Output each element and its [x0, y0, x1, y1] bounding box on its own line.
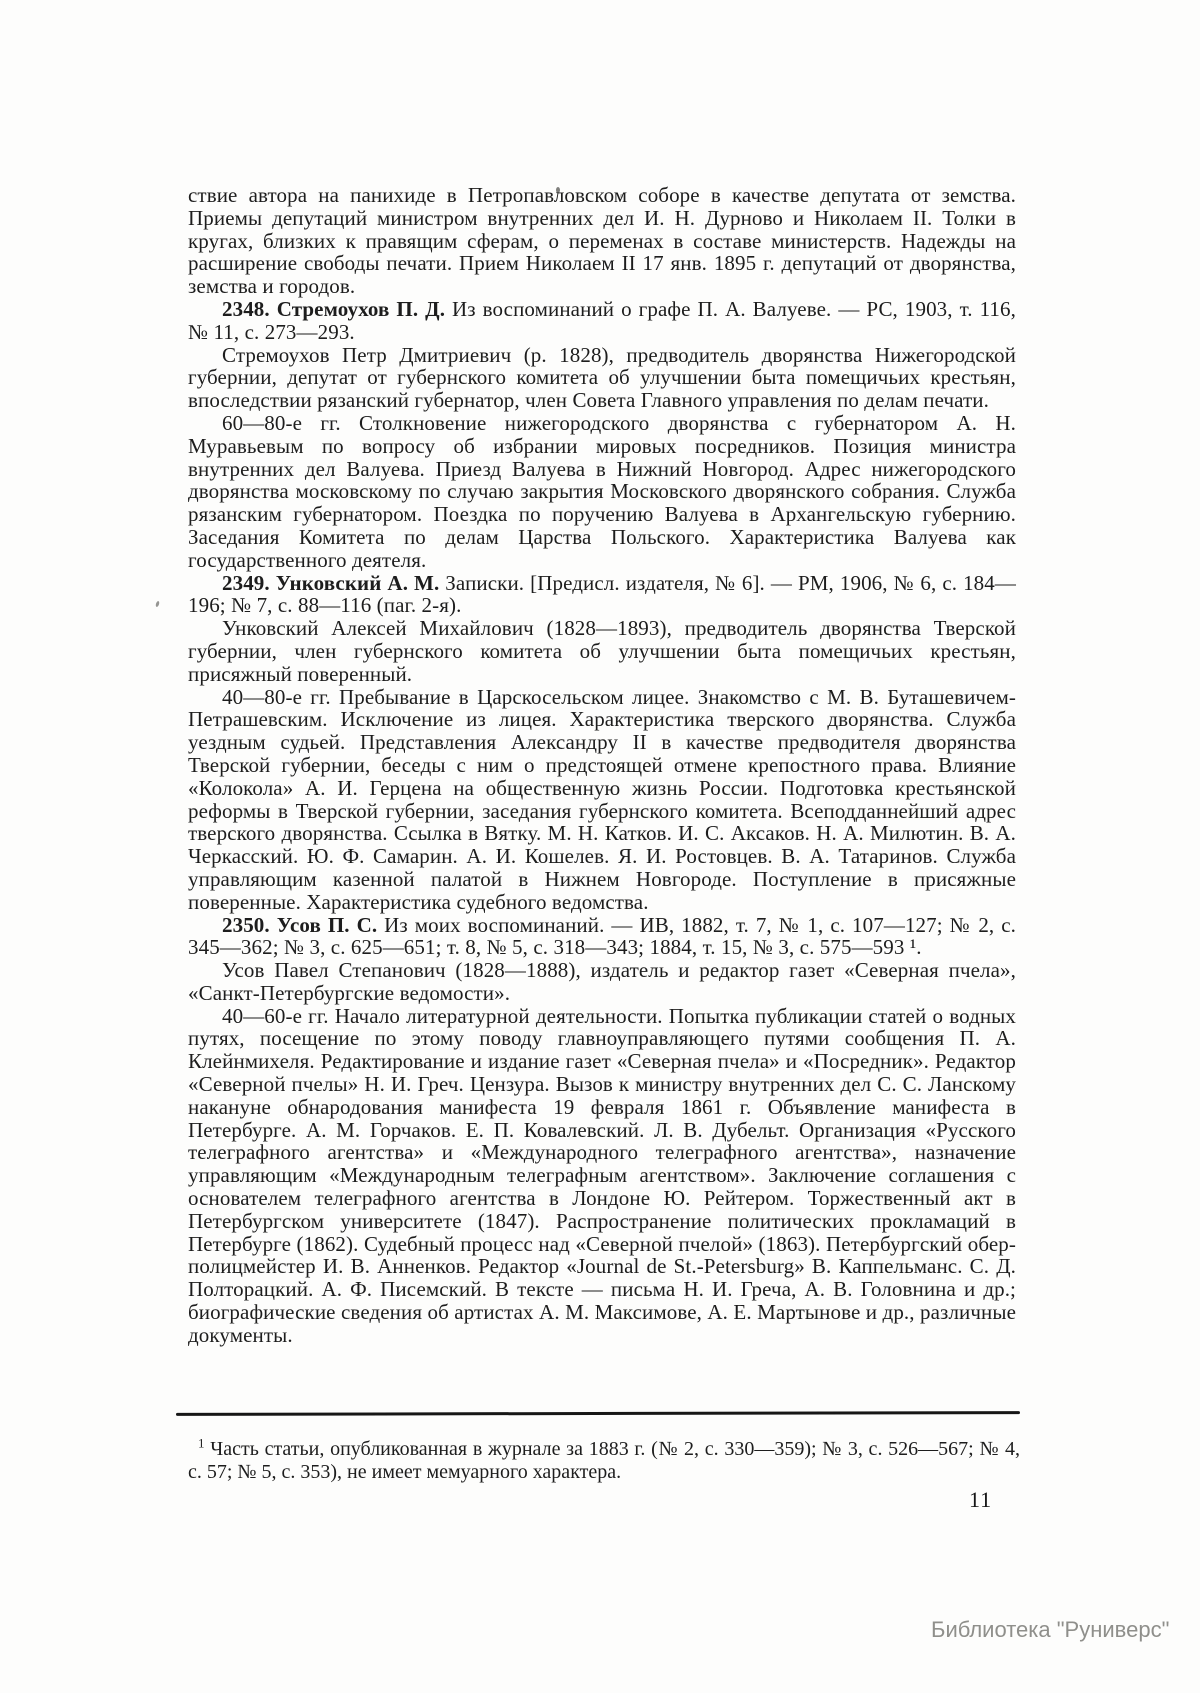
entry-2349-title-source: Записки. [Предисл. издателя, № 6]. — РМ, 1906, № 6, с. 184—196; № 7, с. 88—116 (паг. 2-я). — [188, 570, 1016, 618]
entry-2350-annotation: 40—60-е гг. Начало литературной деятельности. Попытка публикации статей о водных путях, посещение по этому поводу главноуправляющего путями сообщения П. А. Клейнмихеля. Редактирование и издание газет «Северная пчела» и «Посредник». Редактор «Северной пчелы» Н. И. Греч. Цензура. Вызов к министру внутренних дел С. С. Ланскому накануне обнародования манифеста 19 февраля 1861 г. Объявление манифеста в Петербурге. А. М. Горчаков. Е. П. Ковалевский. Л. В. Дубельт. Организация «Русского телеграфного агентства» и «Международного телеграфного агентства», назначение управляющим «Международным телеграфным агентством». Заключение соглашения с основателем телеграфного агентства в Лондоне Ю. Рейтером. Торжественный акт в Петербургском университете (1847). Распространение политических прокламаций в Петербурге (1862). Судебный процесс над «Северной пчелой» (1863). Петербургский обер-полицмейстер И. В. Анненков. Редактор «Journal de St.-Petersburg» В. Каппельманс. С. Д. Полторацкий. А. Ф. Писемский. В тексте — письма Н. И. Греча, А. В. Головнина и др.; биографические сведения об артистах А. М. Максимове, А. Е. Мартынове и др., различные документы. — [188, 1003, 1016, 1347]
entry-2350-biography: Усов Павел Степанович (1828—1888), издатель и редактор газет «Северная пчела», «Санкт-Петербургские ведомости». — [188, 958, 1016, 1005]
entry-2348-biography: Стремоухов Петр Дмитриевич (р. 1828), предводитель дворянства Нижегородской губернии, депутат от губернского комитета об улучшении быта помещичьих крестьян, впоследствии рязанский губернатор, член Совета Главного управления по делам печати. — [188, 342, 1016, 413]
entry-2350-number-author: 2350. Усов П. С. — [222, 912, 378, 937]
entry-2349-annotation: 40—80-е гг. Пребывание в Царскосельском лицее. Знакомство с М. В. Буташевичем-Петрашевским. Исключение из лицея. Характеристика тверского дворянства. Служба уездным судьей. Представления Александру II в качестве предводителя дворянства Тверской губернии, беседы с ним о предстоящей отмене крепостного права. Влияние «Колокола» А. И. Герцена на общественную жизнь России. Подготовка крестьянской реформы в Тверской губернии, заседания губернского комитета. Всеподданнейший адрес тверского дворянства. Ссылка в Вятку. М. Н. Катков. И. С. Аксаков. Н. А. Милютин. В. А. Черкасский. Ю. Ф. Самарин. А. И. Кошелев. Я. И. Ростовцев. В. А. Татаринов. Служба управляющим казенной палатой в Нижнем Новгороде. Поступление в присяжные поверенные. Характеристика судебного ведомства. — [188, 684, 1016, 914]
footnote-body: Часть статьи, опубликованная в журнале за 1883 г. (№ 2, с. 330—359); № 3, с. 526—567; № 4, с. 57; № 5, с. 353), не имеет мемуарного характера. — [188, 1438, 1020, 1483]
entry-2348-number-author: 2348. Стремоухов П. Д. — [222, 296, 446, 321]
footnote-text — [188, 1435, 1020, 1484]
entry-2349-biography: Унковский Алексей Михайлович (1828—1893), предводитель дворянства Тверской губернии, член губернского комитета об улучшении быта помещичьих крестьян, присяжный поверенный. — [188, 616, 1016, 686]
entry-2348-annotation: 60—80-е гг. Столкновение нижегородского дворянства с губернатором А. Н. Муравьевым по вопросу об избрании мировых посредников. Позиция министра внутренних дел Валуева. Приезд Валуева в Нижний Новгород. Адрес нижегородского дворянства московскому по случаю закрытия Московского дворянского собрания. Служба рязанским губернатором. Поездка по поручению Валуева в Архангельскую губернию. Заседания Комитета по делам Царства Польского. Характеристика Валуева как государственного деятеля. — [188, 410, 1016, 572]
entry-2349-heading — [188, 572, 1016, 618]
footnote-block — [188, 1435, 1020, 1484]
paragraph-continuation-2347: ствие автора на панихиде в Петропавловском соборе в качестве депутата от земства. Приемы депутаций министром внутренних дел И. Н. Дурново и Николаем II. Толки в кругах, близких к правящим сферам, о переменах в составе министерств. Надежды на расширение свободы печати. Прием Николаем II 17 янв. 1895 г. депутаций от дворянства, земства и городов. — [188, 183, 1016, 299]
main-text-block — [188, 184, 1016, 1347]
entry-2350-heading — [188, 914, 1016, 960]
entry-2349-number-author: 2349. Унковский А. М. — [222, 570, 440, 595]
entry-2348-heading — [188, 298, 1016, 344]
page-number: 11 — [969, 1487, 993, 1512]
footnote-marker: 1 — [198, 1435, 205, 1451]
entry-2348-title-source: Из воспоминаний о графе П. А. Валуеве. — РС, 1903, т. 116, № 11, с. 273—293. — [188, 296, 1016, 344]
entry-2350-title-source: Из моих воспоминаний. — ИВ, 1882, т. 7, № 1, с. 107—127; № 2, с. 345—362; № 3, с. 625—651; т. 8, № 5, с. 318—343; 1884, т. 15, № 3, с. 575—593 ¹. — [188, 912, 1017, 960]
footnote-separator-rule — [176, 1411, 1020, 1416]
scan-speck — [155, 601, 160, 608]
library-watermark: Библиотека "Руниверс" — [931, 1617, 1170, 1642]
